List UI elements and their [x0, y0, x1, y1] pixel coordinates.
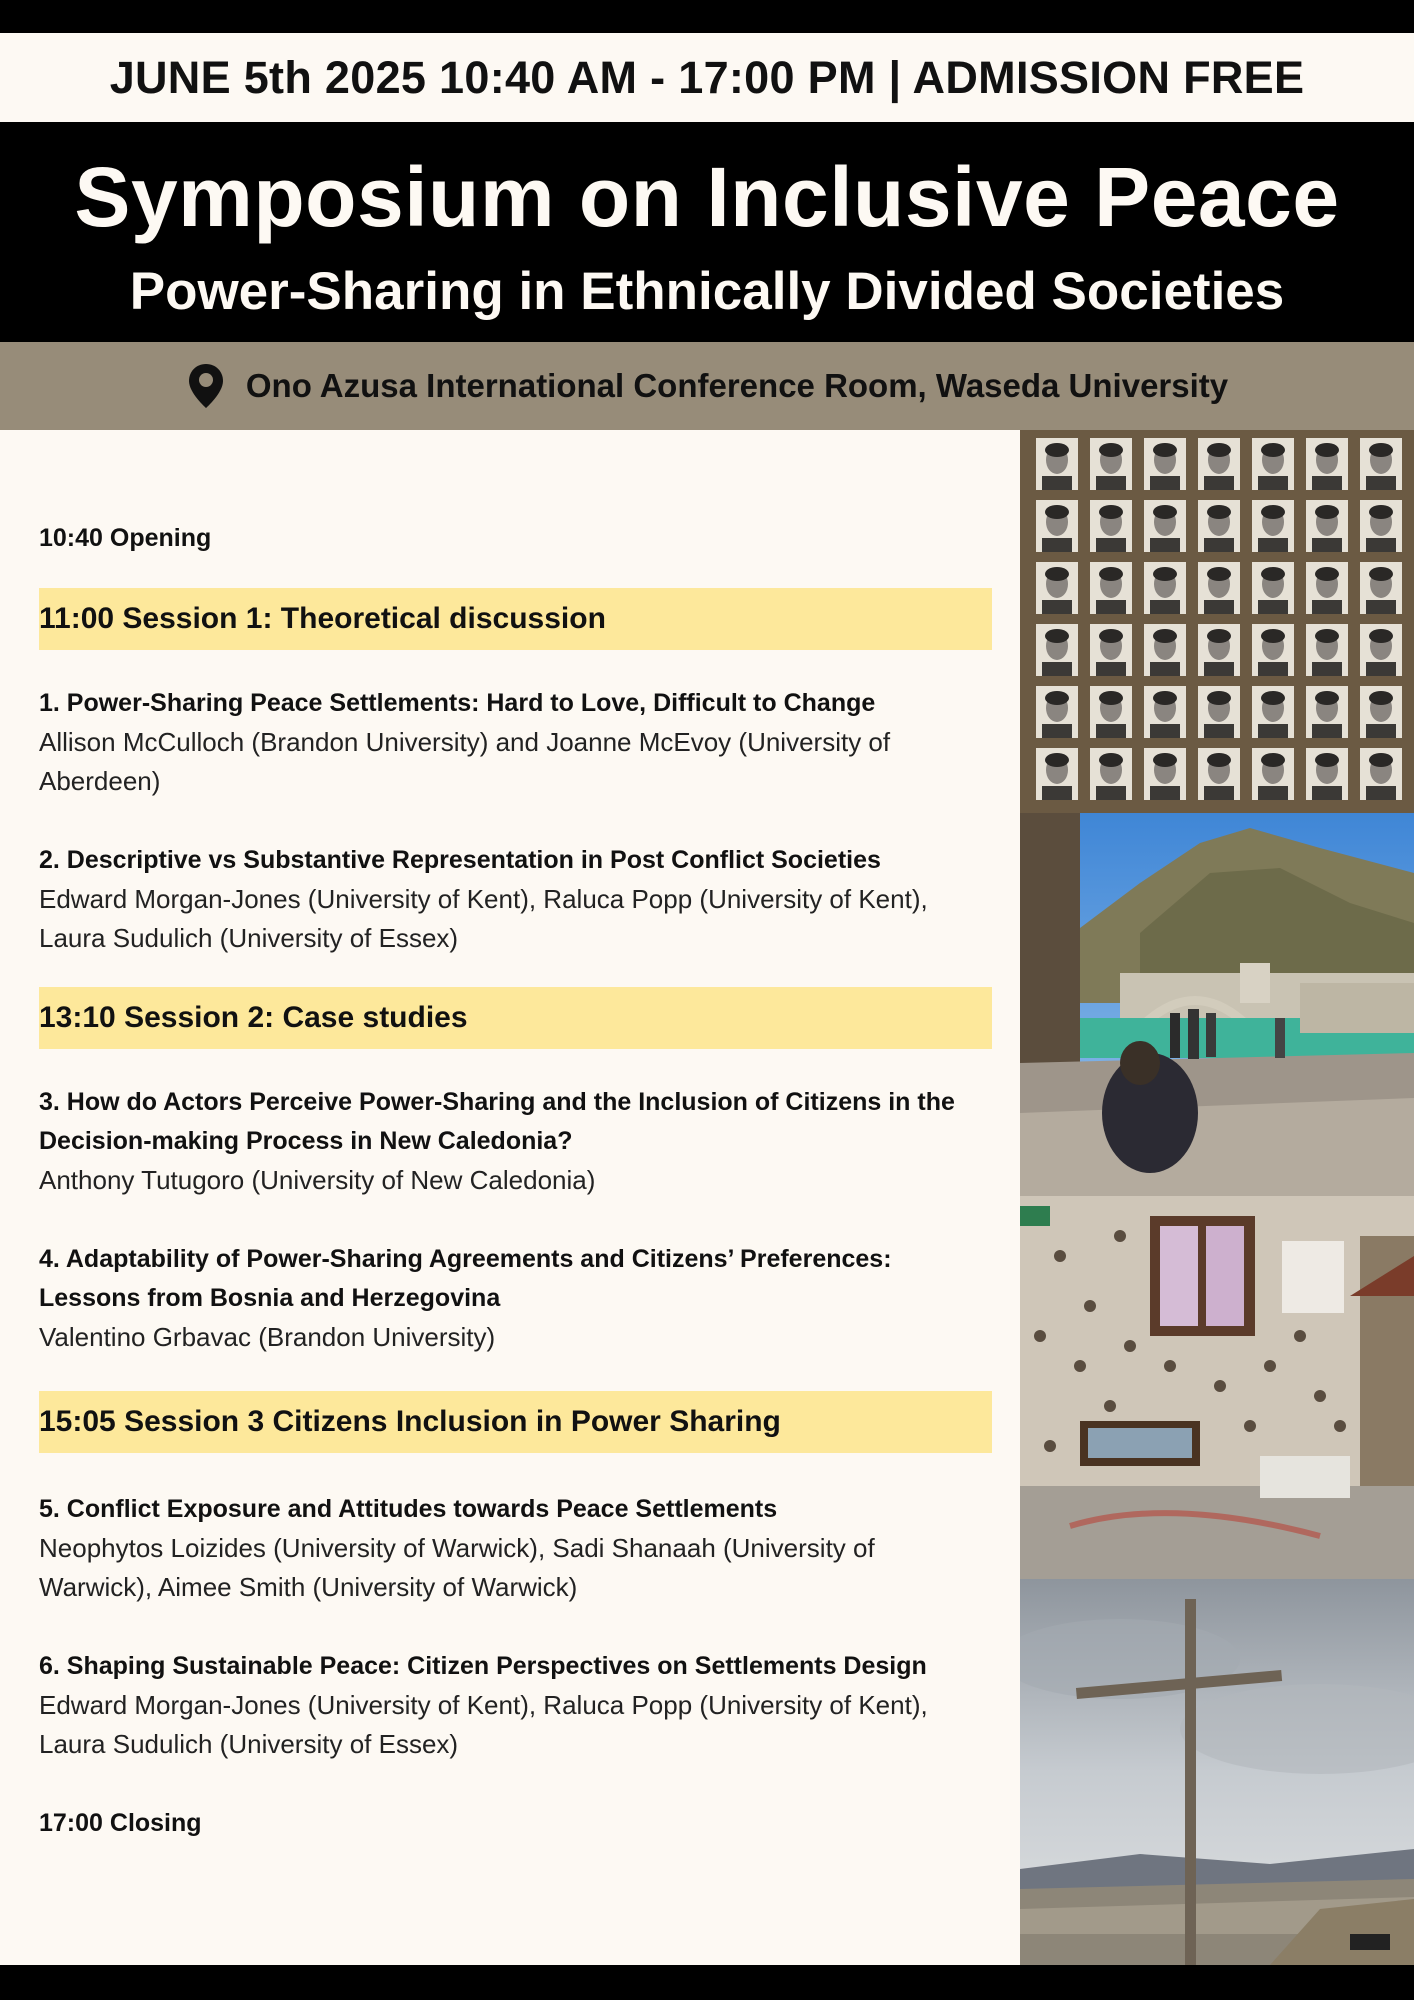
session-2-header [39, 987, 992, 1049]
mostar-bridge-photo [1020, 813, 1414, 1196]
talk-3-title: 3. How do Actors Perceive Power-Sharing and the Inclusion of Citizens in the Decision-making Process in New Caledonia? [39, 1088, 955, 1155]
title-banner [0, 122, 1414, 342]
talk-5-authors: Neophytos Loizides (University of Warwick), Sadi Shanaah (University of Warwick), Aimee Smith (University of Warwick) [39, 1533, 875, 1602]
date-line: JUNE 5th 2025 10:40 AM - 17:00 PM | ADMISSION FREE [109, 51, 1305, 103]
session-3-label: 15:05 Session 3 Citizens Inclusion in Power Sharing [39, 1405, 781, 1438]
talk-6 [39, 1647, 992, 1764]
opening-line: 10:40 Opening [39, 524, 212, 552]
session-1-header [39, 588, 992, 650]
map-pin-icon [186, 362, 226, 410]
date-banner [0, 33, 1414, 122]
talk-2 [39, 841, 992, 958]
talk-5 [39, 1490, 992, 1607]
talk-3 [39, 1083, 992, 1200]
talk-3-authors: Anthony Tutugoro (University of New Caledonia) [39, 1165, 596, 1195]
talk-6-authors: Edward Morgan-Jones (University of Kent), Raluca Popp (University of Kent), Laura Sudulich (University of Essex) [39, 1690, 928, 1759]
program-schedule [39, 430, 992, 1965]
talk-2-authors: Edward Morgan-Jones (University of Kent), Raluca Popp (University of Kent), Laura Sudulich (University of Essex) [39, 884, 928, 953]
portrait-wall-photo [1020, 430, 1414, 813]
talk-1 [39, 684, 992, 801]
talk-2-title: 2. Descriptive vs Substantive Representation in Post Conflict Societies [39, 846, 881, 874]
session-2-label: 13:10 Session 2: Case studies [39, 1001, 468, 1034]
venue-text: Ono Azusa International Conference Room, Waseda University [245, 367, 1229, 404]
bottom-border [0, 1965, 1414, 2000]
top-border [0, 0, 1414, 33]
closing-line: 17:00 Closing [39, 1809, 202, 1837]
bullet-wall-photo [1020, 1196, 1414, 1579]
talk-4 [39, 1240, 992, 1357]
event-title: Symposium on Inclusive Peace [74, 150, 1340, 244]
cross-hill-photo [1020, 1579, 1414, 1965]
session-1-label: 11:00 Session 1: Theoretical discussion [39, 602, 606, 635]
talk-1-authors: Allison McCulloch (Brandon University) and Joanne McEvoy (University of Aberdeen) [39, 727, 891, 796]
session-3-header [39, 1391, 992, 1453]
talk-5-title: 5. Conflict Exposure and Attitudes towards Peace Settlements [39, 1495, 778, 1523]
venue-banner [0, 342, 1414, 430]
talk-6-title: 6. Shaping Sustainable Peace: Citizen Perspectives on Settlements Design [39, 1652, 927, 1680]
event-subtitle: Power-Sharing in Ethnically Divided Societies [129, 262, 1285, 321]
talk-1-title: 1. Power-Sharing Peace Settlements: Hard to Love, Difficult to Change [39, 689, 876, 717]
talk-4-authors: Valentino Grbavac (Brandon University) [39, 1322, 496, 1352]
photo-column [1020, 430, 1414, 1965]
talk-4-title: 4. Adaptability of Power-Sharing Agreements and Citizens’ Preferences: Lessons from Bosnia and Herzegovina [39, 1245, 892, 1312]
